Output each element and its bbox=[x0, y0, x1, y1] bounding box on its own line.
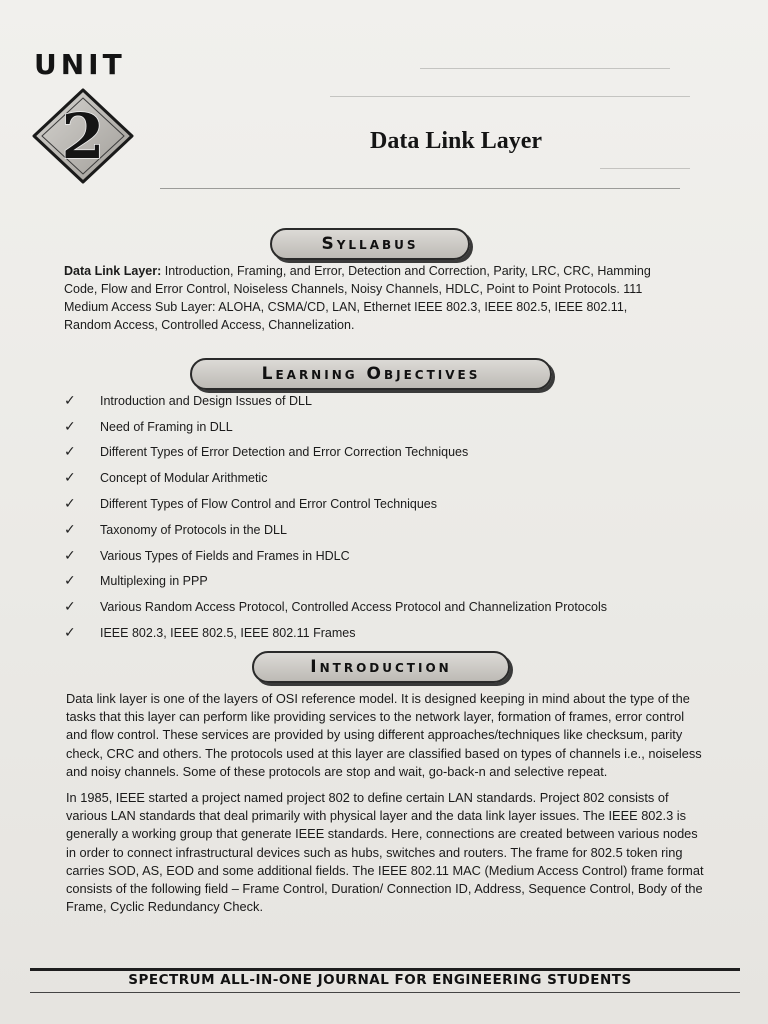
objective-text: Different Types of Error Detection and Error Correction Techniques bbox=[100, 445, 469, 460]
learning-objectives-list bbox=[64, 388, 714, 646]
check-icon: ✓ bbox=[64, 444, 76, 461]
objective-text: Introduction and Design Issues of DLL bbox=[100, 393, 312, 408]
list-item bbox=[64, 517, 714, 543]
objective-text: Concept of Modular Arithmetic bbox=[100, 471, 268, 486]
objective-text: Various Random Access Protocol, Controlled Access Protocol and Channelization Protocols bbox=[100, 600, 607, 615]
list-item bbox=[64, 388, 714, 414]
chapter-title: Data Link Layer bbox=[370, 128, 543, 154]
check-icon: ✓ bbox=[64, 599, 76, 616]
check-icon: ✓ bbox=[64, 470, 76, 487]
check-icon: ✓ bbox=[64, 547, 76, 564]
unit-number-badge bbox=[28, 86, 138, 186]
unit-diamond-icon bbox=[28, 86, 138, 186]
syllabus-lead: Data Link Layer: bbox=[64, 264, 162, 278]
learning-objectives-heading: Learning Objectives bbox=[190, 358, 552, 390]
bleed-through-line bbox=[600, 168, 690, 169]
check-icon: ✓ bbox=[64, 418, 76, 435]
syllabus-heading: Syllabus bbox=[270, 228, 470, 260]
list-item bbox=[64, 440, 714, 466]
check-icon: ✓ bbox=[64, 392, 76, 409]
introduction-heading: Introduction bbox=[252, 651, 510, 683]
bleed-through-line bbox=[330, 96, 690, 97]
check-icon: ✓ bbox=[64, 496, 76, 513]
objective-text: IEEE 802.3, IEEE 802.5, IEEE 802.11 Frames bbox=[100, 626, 356, 641]
title-divider bbox=[160, 188, 680, 189]
footer-divider-bottom bbox=[30, 992, 740, 993]
footer-journal-title: SPECTRUM ALL-IN-ONE JOURNAL FOR ENGINEERING STUDENTS bbox=[128, 972, 632, 988]
introduction-paragraph: Data link layer is one of the layers of OSI reference model. It is designed keeping in mind about the type of the tasks that this layer can perform like providing services to the network layer, formation of frames, error control and flow control. These services are provided by using different approaches/techniques like checksum, parity check, CRC and others. The protocols used at this layer are classified based on types of channels i.e., noiseless and noisy channels. Some of these protocols are stop and wait, go-back-n and selective repeat. bbox=[66, 691, 702, 779]
objective-text: Different Types of Flow Control and Error Control Techniques bbox=[100, 497, 437, 512]
check-icon: ✓ bbox=[64, 521, 76, 538]
list-item bbox=[64, 569, 714, 595]
unit-number: 2 bbox=[61, 100, 105, 173]
syllabus-body bbox=[64, 262, 670, 334]
introduction-paragraph: In 1985, IEEE started a project named project 802 to define certain LAN standards. Project 802 consists of various LAN standards that deal primarily with physical layer and the data link layer issues. The IEEE 802.3 is generally a working group that generate IEEE standards. Here, connections are created between various nodes in order to connect infrastructural devices such as hubs, switches and routers. The frame for 802.5 token ring carries SOD, AS, EOD and some additional fields. The IEEE 802.11 MAC (Medium Access Control) frame format consists of the following field – Frame Control, Duration/ Connection ID, Address, Sequence Control, Body of the Frame, Cyclic Redundancy Check. bbox=[66, 790, 704, 915]
objective-text: Need of Framing in DLL bbox=[100, 419, 233, 434]
list-item bbox=[64, 491, 714, 517]
list-item bbox=[64, 543, 714, 569]
list-item bbox=[64, 465, 714, 491]
objective-text: Taxonomy of Protocols in the DLL bbox=[100, 522, 287, 537]
list-item bbox=[64, 620, 714, 646]
objective-text: Various Types of Fields and Frames in HDLC bbox=[100, 548, 350, 563]
bleed-through-line bbox=[420, 68, 670, 69]
footer-divider bbox=[30, 968, 740, 971]
syllabus-text: Introduction, Framing, and Error, Detection and Correction, Parity, LRC, CRC, Hamming Code, Flow and Error Control, Noiseless Channels, Noisy Channels, HDLC, Point to Point Protocols. 111 Medium Access Sub Layer: ALOHA, CSMA/CD, LAN, Ethernet IEEE 802.3, IEEE 802.5, IEEE 802.11, Random Access, Controlled Access, Channelization. bbox=[64, 264, 651, 332]
check-icon: ✓ bbox=[64, 573, 76, 590]
objective-text: Multiplexing in PPP bbox=[100, 574, 208, 589]
check-icon: ✓ bbox=[64, 625, 76, 642]
introduction-body bbox=[66, 690, 706, 924]
list-item bbox=[64, 594, 714, 620]
unit-label: UNIT bbox=[34, 48, 126, 81]
list-item bbox=[64, 414, 714, 440]
